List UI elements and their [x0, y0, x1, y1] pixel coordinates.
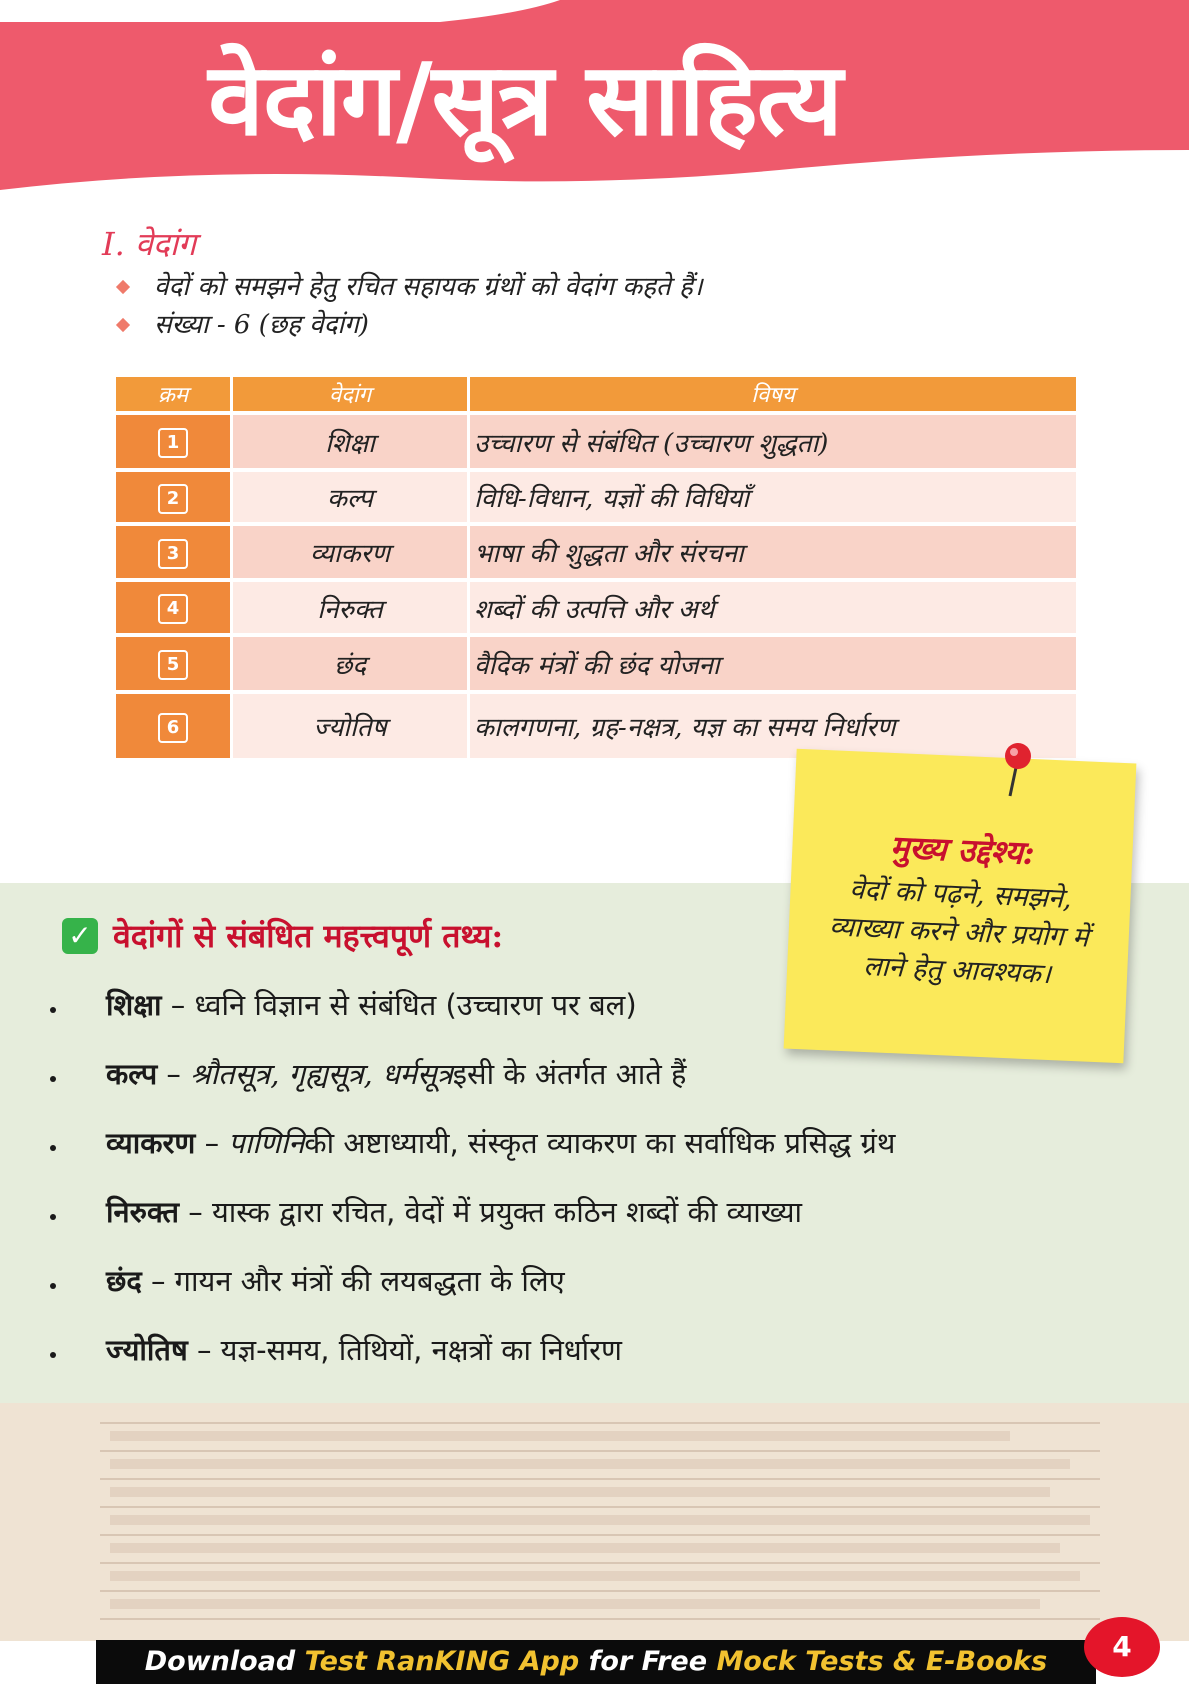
page-number: 4 [1084, 1617, 1160, 1677]
number-cell [116, 415, 233, 468]
list-item [118, 306, 703, 344]
fact-text: यज्ञ-समय, तिथियों, नक्षत्रों का निर्धारण [220, 1333, 623, 1367]
vedanga-name: कल्प [233, 472, 470, 522]
fact-text: यास्क द्वारा रचित, वेदों में प्रयुक्त कठिन शब्दों की व्याख्या [211, 1195, 803, 1229]
fact-term: छंद [106, 1264, 142, 1298]
fact-text: की अष्टाध्यायी, संस्कृत व्याकरण का सर्वाधिक प्रसिद्ध ग्रंथ [304, 1126, 896, 1160]
row-number: 3 [158, 539, 188, 569]
table-row [116, 637, 1076, 690]
bullet-icon [50, 1283, 56, 1289]
bullet-icon [50, 1007, 56, 1013]
sticky-title: मुख्य उद्देश्य: [889, 827, 1036, 873]
fact-italic: श्रौतसूत्र, गृह्यसूत्र, धर्मसूत्र [190, 1057, 453, 1091]
footer-text [96, 1644, 1096, 1680]
footer-text-part: Download [144, 1646, 305, 1677]
fact-separator: – [141, 1264, 175, 1298]
table-row [116, 694, 1076, 758]
list-item-text: वेदों को समझने हेतु रचित सहायक ग्रंथों को वेदांग कहते हैं। [154, 272, 703, 302]
vedanga-subject: वैदिक मंत्रों की छंद योजना [470, 637, 1076, 690]
vedanga-name: शिक्षा [233, 415, 470, 468]
fact-item [50, 1330, 1150, 1399]
bullet-icon [50, 1076, 56, 1082]
row-number: 5 [158, 650, 188, 680]
footer-offer: Mock Tests & E-Books [716, 1646, 1048, 1677]
fact-term: शिक्षा [106, 988, 162, 1022]
vedanga-table [116, 373, 1076, 762]
number-cell [116, 582, 233, 633]
number-cell [116, 472, 233, 522]
number-cell [116, 694, 233, 758]
column-header: वेदांग [233, 377, 470, 411]
table-row [116, 526, 1076, 578]
footer-text-part: for Free [579, 1646, 717, 1677]
fact-item [50, 1123, 1150, 1192]
vedanga-name: छंद [233, 637, 470, 690]
fact-separator: – [157, 1057, 191, 1091]
vedanga-name: निरुक्त [233, 582, 470, 633]
sticky-note [784, 749, 1137, 1064]
table-row [116, 415, 1076, 468]
fact-term: निरुक्त [106, 1195, 180, 1229]
row-number: 1 [158, 428, 188, 458]
fact-term: व्याकरण [106, 1126, 196, 1160]
pushpin-icon [998, 740, 1038, 800]
diamond-bullet-icon [116, 318, 130, 332]
column-header: विषय [470, 377, 1076, 411]
fact-separator: – [161, 988, 195, 1022]
intro-list [118, 268, 703, 344]
footer-app-name: Test RanKING App [304, 1646, 580, 1677]
footer-banner [96, 1640, 1096, 1684]
vedanga-subject: भाषा की शुद्धता और संरचना [470, 526, 1076, 578]
fact-item [50, 1054, 1150, 1123]
fact-item [50, 1192, 1150, 1261]
fact-term: ज्योतिष [106, 1333, 188, 1367]
fact-text: इसी के अंतर्गत आते हैं [452, 1057, 687, 1091]
number-cell [116, 637, 233, 690]
header-banner [0, 0, 1189, 200]
column-header: क्रम [116, 377, 233, 411]
fact-separator: – [179, 1195, 212, 1229]
fact-term: कल्प [106, 1057, 158, 1091]
sticky-body: वेदों को पढ़ने, समझने, व्याख्या करने और प्रयोग में लाने हेतु आवश्यक। [828, 874, 1090, 991]
check-icon: ✓ [62, 918, 98, 954]
fact-text: गायन और मंत्रों की लयबद्धता के लिए [174, 1264, 565, 1298]
bullet-icon [50, 1352, 56, 1358]
table-row [116, 472, 1076, 522]
list-item-text: संख्या - 6 (छह वेदांग) [154, 310, 369, 340]
section-heading: I. वेदांग [102, 225, 197, 263]
fact-text: ध्वनि विज्ञान से संबंधित (उच्चारण पर बल) [194, 988, 637, 1022]
row-number: 4 [158, 594, 188, 624]
vedanga-subject: विधि-विधान, यज्ञों की विधियाँ [470, 472, 1076, 522]
bullet-icon [50, 1214, 56, 1220]
fact-separator: – [187, 1333, 221, 1367]
row-number: 2 [158, 484, 188, 514]
manuscript-lines [0, 1403, 1189, 1641]
table-row [116, 582, 1076, 633]
manuscript-background [0, 1403, 1189, 1641]
bullet-icon [50, 1145, 56, 1151]
vedanga-name: ज्योतिष [233, 694, 470, 758]
number-cell [116, 526, 233, 578]
row-number: 6 [158, 713, 188, 743]
vedanga-name: व्याकरण [233, 526, 470, 578]
diamond-bullet-icon [116, 280, 130, 294]
vedanga-subject: कालगणना, ग्रह-नक्षत्र, यज्ञ का समय निर्धारण [470, 694, 1076, 758]
vedanga-subject: उच्चारण से संबंधित (उच्चारण शुद्धता) [470, 415, 1076, 468]
facts-heading: वेदांगों से संबंधित महत्त्वपूर्ण तथ्य: [113, 917, 504, 955]
page-title: वेदांग/सूत्र साहित्य [208, 41, 842, 158]
vedanga-subject: शब्दों की उत्पत्ति और अर्थ [470, 582, 1076, 633]
list-item [118, 268, 703, 306]
fact-separator: – [195, 1126, 229, 1160]
fact-item [50, 1261, 1150, 1330]
table-header-row [116, 377, 1076, 411]
fact-italic: पाणिनि [228, 1126, 305, 1160]
